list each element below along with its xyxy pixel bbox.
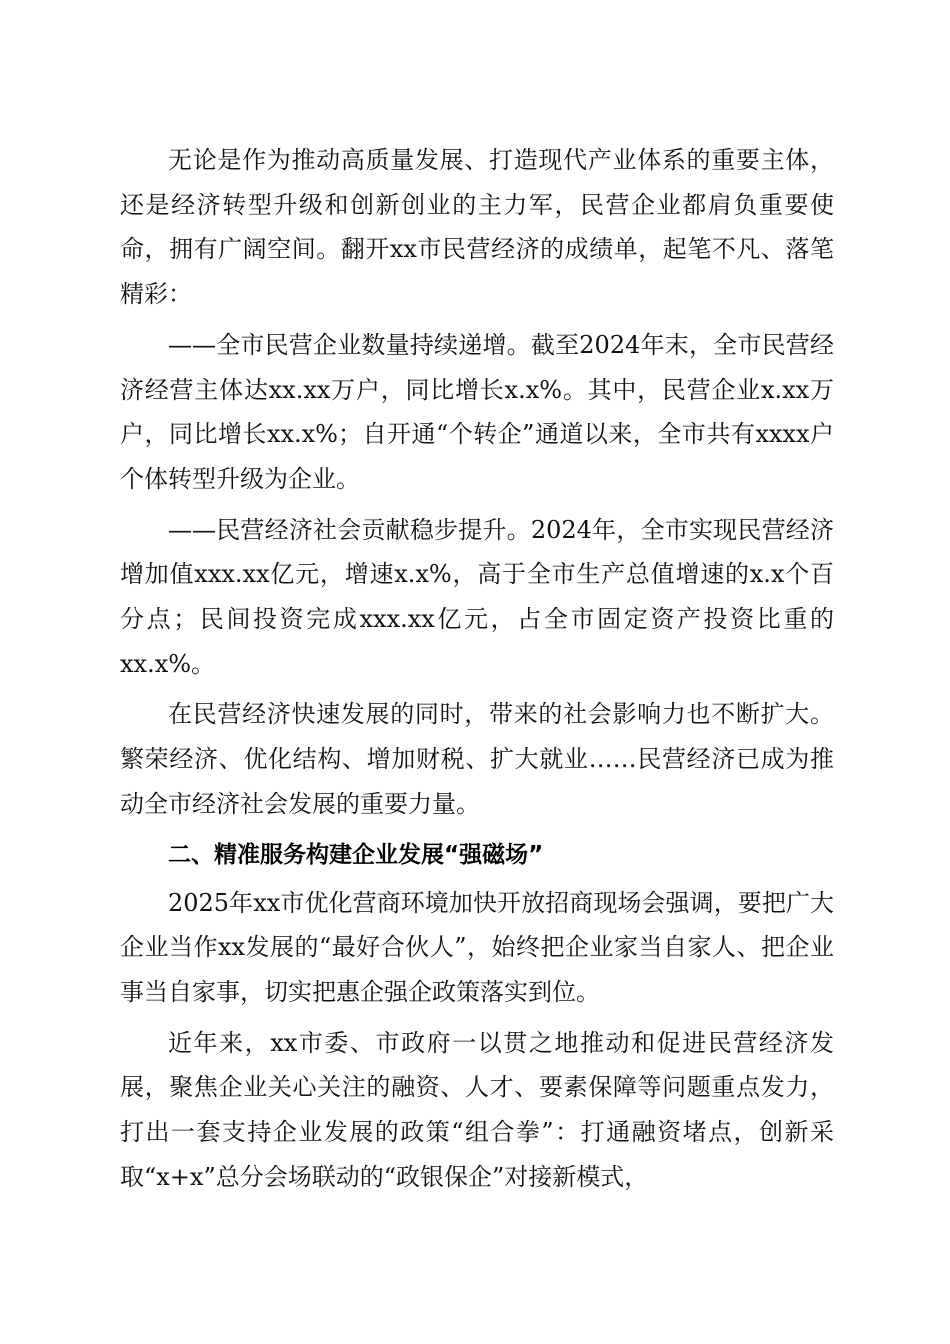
paragraph-enterprise-count: ——全市民营企业数量持续递增。截至2024年末，全市民营经济经营主体达xx.xx万户，同比增长x.x%。其中，民营企业x.xx万户，同比增长xx.x%；自开通“个转企”通道以来，全市共有xxxx户个体转型升级为企业。 [120, 330, 834, 493]
document-body [120, 138, 834, 1205]
paragraph-social-contribution: ——民营经济社会贡献稳步提升。2024年，全市实现民营经济增加值xxx.xx亿元，增速x.x%，高于全市生产总值增速的x.x个百分点；民间投资完成xxx.xx亿元，占全市固定资产投资比重的xx.x%。 [120, 515, 834, 678]
section-heading: 二、精准服务构建企业发展“强磁场” [168, 841, 544, 868]
paragraph-meeting: 2025年xx市优化营商环境加快开放招商现场会强调，要把广大企业当作xx发展的“最好合伙人”，始终把企业家当自家人、把企业事当自家事，切实把惠企强企政策落实到位。 [120, 888, 834, 1006]
paragraph-policy: 近年来，xx市委、市政府一以贯之地推动和促进民营经济发展，聚焦企业关心关注的融资、人才、要素保障等问题重点发力，打出一套支持企业发展的政策“组合拳”：打通融资堵点，创新采取“x+x”总分会场联动的“政银保企”对接新模式， [120, 1028, 834, 1191]
paragraph-intro: 无论是作为推动高质量发展、打造现代产业体系的重要主体，还是经济转型升级和创新创业的主力军，民营企业都肩负重要使命，拥有广阔空间。翻开xx市民营经济的成绩单，起笔不凡、落笔精彩： [120, 146, 834, 309]
paragraph-social-influence: 在民营经济快速发展的同时，带来的社会影响力也不断扩大。繁荣经济、优化结构、增加财税、扩大就业……民营经济已成为推动全市经济社会发展的重要力量。 [120, 700, 834, 818]
